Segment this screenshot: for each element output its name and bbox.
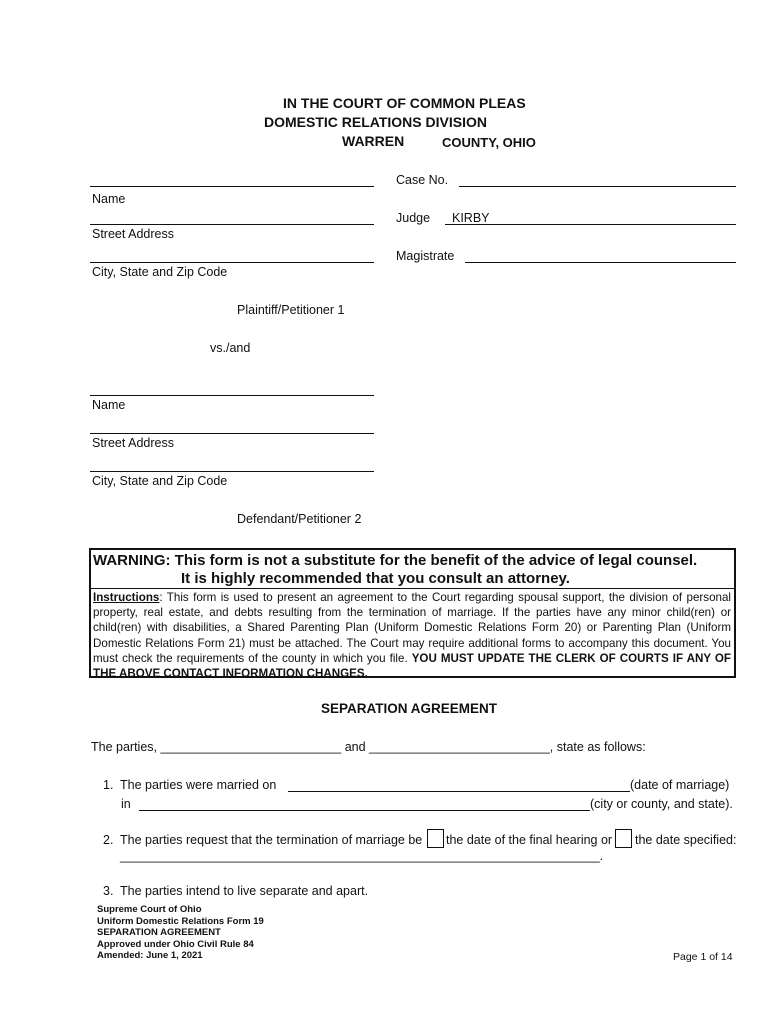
party2-street-label: Street Address	[92, 436, 174, 450]
date-of-marriage-label: (date of marriage)	[630, 778, 730, 792]
judge-value[interactable]: KIRBY	[452, 211, 490, 225]
party1-role-label: Plaintiff/Petitioner 1	[237, 303, 345, 317]
instructions-caps: YOU MUST UPDATE THE CLERK OF COURTS IF ANY OF THE ABOVE CONTACT INFORMATION CHANGES.	[93, 651, 731, 681]
party1-street-line[interactable]	[90, 224, 374, 225]
date-specified-option: the date specified:	[635, 833, 737, 847]
party2-street-line[interactable]	[90, 433, 374, 434]
instructions-label: Instructions	[93, 591, 160, 604]
parties-suffix: , state as follows:	[549, 740, 646, 754]
party1-street-label: Street Address	[92, 227, 174, 241]
final-hearing-checkbox[interactable]	[427, 829, 444, 848]
footer-line: SEPARATION AGREEMENT	[97, 927, 221, 939]
item3-number: 3.	[103, 884, 114, 898]
party1-blank[interactable]: __________________________	[160, 740, 342, 754]
party2-city-line[interactable]	[90, 471, 374, 472]
case-no-label: Case No.	[396, 173, 449, 187]
final-hearing-option: the date of the final hearing or	[446, 833, 613, 847]
footer-line: Uniform Domestic Relations Form 19	[97, 915, 264, 927]
magistrate-field[interactable]	[465, 262, 736, 263]
item2-number: 2.	[103, 833, 114, 847]
party1-city-line[interactable]	[90, 262, 374, 263]
party2-city-label: City, State and Zip Code	[92, 474, 228, 488]
warning-subtitle: It is highly recommended that you consult an attorney.	[181, 570, 570, 587]
party2-blank[interactable]: __________________________	[369, 740, 550, 754]
footer-block	[97, 904, 264, 962]
party1-name-line[interactable]	[90, 186, 374, 187]
footer-line: Amended: June 1, 2021	[97, 950, 203, 962]
party1-city-label: City, State and Zip Code	[92, 265, 228, 279]
footer-line: Supreme Court of Ohio	[97, 904, 202, 915]
judge-label: Judge	[396, 211, 431, 225]
party2-name-line[interactable]	[90, 395, 374, 396]
item1-number: 1.	[103, 778, 114, 792]
court-title: IN THE COURT OF COMMON PLEAS	[283, 95, 526, 111]
marriage-place-field[interactable]	[139, 810, 590, 811]
item1-in-label: in	[121, 797, 131, 811]
place-label: (city or county, and state).	[590, 797, 733, 811]
footer-line: Approved under Ohio Civil Rule 84	[97, 938, 254, 950]
instructions-body: : This form is used to present an agreement to the Court regarding spousal support, the division of personal property, real estate, and debts resulting from the termination of marriage. If the parties have any minor child(ren) or child(ren) with disabilities, a Shared Parenting Plan (Uniform Domestic Relations Form 20) or Parenting Plan (Uniform Domestic Relations Form 21) must be attached. The Court may require additional forms to accompany this document. You must check the requirements of the county in which you file.	[93, 591, 731, 665]
warning-divider	[91, 588, 734, 589]
warning-title: WARNING: This form is not a substitute for the benefit of the advice of legal counsel.	[93, 552, 698, 569]
party1-name-label: Name	[92, 192, 126, 206]
county-name: WARREN	[342, 133, 405, 149]
specified-date-field[interactable]: _____________________________________________________________________.	[120, 849, 604, 863]
magistrate-label: Magistrate	[396, 249, 455, 263]
agreement-title: SEPARATION AGREEMENT	[321, 701, 498, 716]
date-specified-checkbox[interactable]	[615, 829, 632, 848]
parties-statement	[91, 740, 646, 754]
party2-role-label: Defendant/Petitioner 2	[237, 512, 362, 526]
versus-label: vs./and	[210, 341, 251, 355]
marriage-date-field[interactable]	[288, 791, 630, 792]
division-title: DOMESTIC RELATIONS DIVISION	[264, 114, 487, 130]
case-no-field[interactable]	[459, 186, 736, 187]
page-number: Page 1 of 14	[673, 951, 733, 963]
instructions-text	[93, 590, 731, 681]
party2-name-label: Name	[92, 398, 126, 412]
parties-and: and	[341, 740, 370, 754]
parties-prefix: The parties,	[91, 740, 161, 754]
item1-text: The parties were married on	[120, 778, 277, 792]
item2-text: The parties request that the termination of marriage be	[120, 833, 423, 847]
warning-box	[89, 548, 736, 681]
item3-text: The parties intend to live separate and apart.	[120, 884, 369, 898]
county-suffix: COUNTY, OHIO	[442, 135, 536, 150]
